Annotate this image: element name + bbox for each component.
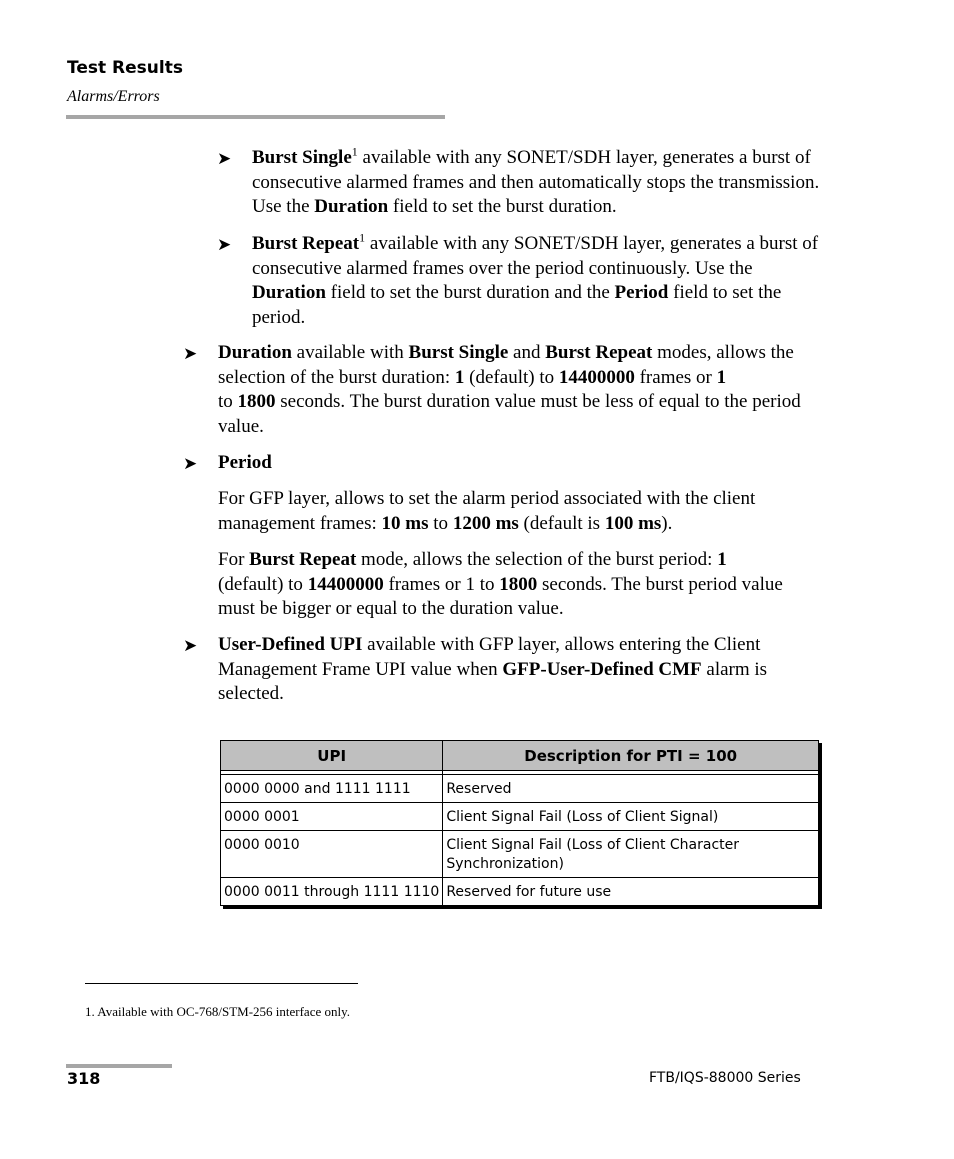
footer-rule: [66, 1064, 172, 1068]
table-row: [221, 831, 819, 878]
column-header-upi: UPI: [221, 741, 443, 771]
footnote-text: 1. Available with OC-768/STM-256 interface only.: [85, 1004, 351, 1019]
term-duration: Duration: [218, 342, 292, 363]
table-cell-upi: 0000 0011 through 1111 1110: [221, 878, 443, 906]
column-header-description: Description for PTI = 100: [443, 741, 819, 771]
header-rule: [66, 115, 445, 119]
footnote-ref: 1: [351, 144, 358, 159]
table-cell-upi: 0000 0000 and 1111 1111: [221, 775, 443, 803]
term-user-defined-upi: User-Defined UPI: [218, 634, 363, 655]
bullet-duration: ➤ Duration available with Burst Single and Burst Repeat modes, allows the selection of the burst duration: 1 (default) to 14400000 frames or 1 to 1800 seconds. The burst duration value must be less of equal to the period value.: [183, 342, 801, 437]
page-number: 318: [67, 1069, 101, 1088]
table-header-row: [221, 741, 819, 771]
bullet-user-defined-upi: ➤ User-Defined UPI available with GFP layer, allows entering the Client Management Frame UPI value when GFP-User-Defined CMF alarm is selected.: [183, 634, 768, 704]
arrow-bullet-icon: ➤: [217, 235, 232, 254]
table-cell-description: Reserved for future use: [443, 878, 819, 906]
running-header-subtitle: Alarms/Errors: [67, 88, 160, 105]
table-row: [221, 878, 819, 906]
table-cell-description: Reserved: [443, 775, 819, 803]
arrow-bullet-icon: ➤: [183, 344, 198, 363]
table-row: [221, 803, 819, 831]
arrow-bullet-icon: ➤: [217, 149, 232, 168]
bullet-burst-single: ➤ Burst Single$^1$ available with any SONET/SDH layer, generates a burst of consecutive alarmed frames and then automatically stops the transmission. Use the Duration field to set the burst duration.: [217, 144, 820, 217]
footnote-ref: 1: [359, 230, 366, 245]
bullet-period: [183, 451, 818, 476]
term-burst-repeat: Burst Repeat: [252, 233, 360, 254]
table-cell-upi: 0000 0001: [221, 803, 443, 831]
table-cell-description: Client Signal Fail (Loss of Client Signal): [443, 803, 819, 831]
footer-series: FTB/IQS-88000 Series: [649, 1070, 801, 1086]
term-burst-single: Burst Single: [252, 147, 352, 168]
table-row: [221, 775, 819, 803]
period-gfp-paragraph: For GFP layer, allows to set the alarm period associated with the client management frames: 10 ms to 1200 ms (default is 100 ms).: [218, 488, 756, 534]
running-header-title: Test Results: [67, 58, 183, 78]
upi-table: [220, 740, 819, 906]
arrow-bullet-icon: ➤: [183, 636, 198, 655]
table-cell-upi: 0000 0010: [221, 831, 443, 878]
period-burst-repeat-paragraph: For Burst Repeat mode, allows the selection of the burst period: 1 (default) to 14400000 frames or 1 to 1800 seconds. The burst period value must be bigger or equal to the duration value.: [218, 549, 783, 619]
bullet-burst-repeat: ➤ Burst Repeat$^1$ available with any SONET/SDH layer, generates a burst of consecutive alarmed frames over the period continuously. Use the Duration field to set the burst duration and the Period field to set the period.: [217, 230, 819, 328]
footnote-rule: [85, 983, 358, 984]
arrow-bullet-icon: ➤: [183, 454, 198, 473]
table-cell-description: Client Signal Fail (Loss of Client Character Synchronization): [443, 831, 819, 878]
term-period: Period: [218, 452, 272, 473]
